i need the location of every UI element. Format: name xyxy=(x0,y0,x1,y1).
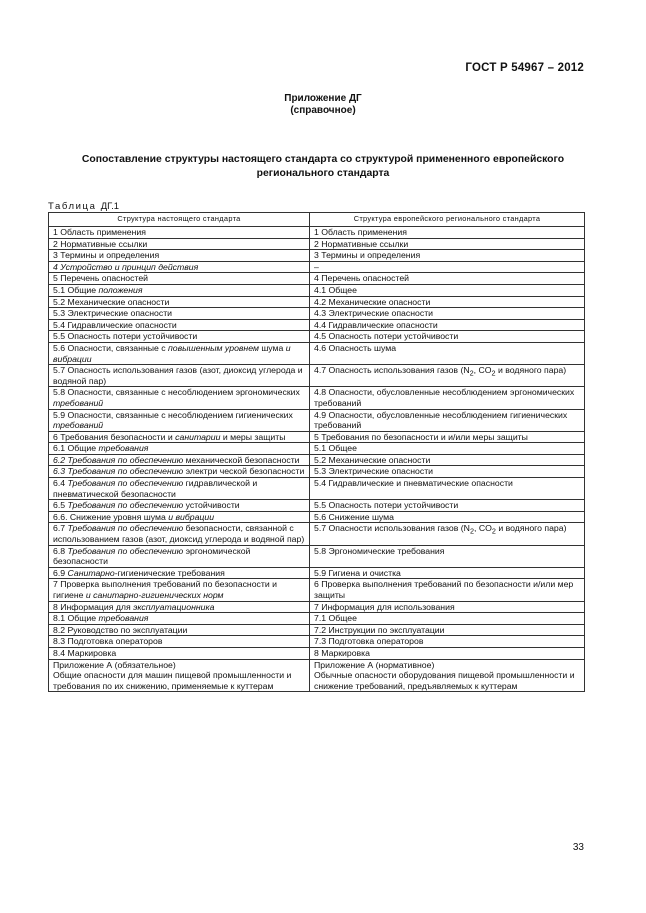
table-row xyxy=(49,454,585,466)
cell-european-standard: 5.6 Снижение шума xyxy=(310,511,585,523)
table-row xyxy=(49,365,585,387)
cell-this-standard: 2 Нормативные ссылки xyxy=(49,238,310,250)
appendix-subtitle: (справочное) xyxy=(290,105,356,116)
cell-this-standard: 6.1 Общие требования xyxy=(49,443,310,455)
cell-this-standard: 8.4 Маркировка xyxy=(49,647,310,659)
cell-european-standard: 4 Перечень опасностей xyxy=(310,273,585,285)
cell-european-standard: 5.5 Опасность потери устойчивости xyxy=(310,500,585,512)
table-label-word: Таблица xyxy=(48,201,97,212)
cell-european-standard: 4.9 Опасности, обусловленные несоблюдением гигиенических требований xyxy=(310,409,585,431)
main-title: Сопоставление структуры настоящего стандарта со структурой примененного европейского регионального стандарта xyxy=(81,154,565,179)
table-row xyxy=(49,624,585,636)
table-row xyxy=(49,579,585,601)
cell-this-standard: 7 Проверка выполнения требований по безопасности и гигиене и санитарно-гигиенических норм xyxy=(49,579,310,601)
cell-european-standard: 7.2 Инструкции по эксплуатации xyxy=(310,624,585,636)
cell-european-standard: 5.7 Опасности использования газов ($N_2$, $CO_2$ и водяного пара) xyxy=(310,523,585,545)
cell-european-standard: 4.4 Гидравлические опасности xyxy=(310,319,585,331)
table-row xyxy=(49,511,585,523)
cell-european-standard: 4.2 Механические опасности xyxy=(310,296,585,308)
cell-european-standard: 4.8 Опасности, обусловленные несоблюдением эргономических требований xyxy=(310,387,585,409)
cell-this-standard: 6.7 Требования по обеспечению безопасности, связанной с использованием газов (азот, диоксид углерода и водяной пар) xyxy=(49,523,310,545)
table-row xyxy=(49,250,585,262)
cell-this-standard: 5.5 Опасность потери устойчивости xyxy=(49,331,310,343)
table-row xyxy=(49,296,585,308)
table-row xyxy=(49,261,585,273)
table-row xyxy=(49,443,585,455)
cell-this-standard: 6.4 Требования по обеспечению гидравлической и пневматической безопасности xyxy=(49,478,310,500)
cell-european-standard: 4.6 Опасность шума xyxy=(310,342,585,364)
appendix-heading xyxy=(0,93,646,117)
page-number: 33 xyxy=(572,842,584,853)
cell-european-standard: 8 Маркировка xyxy=(310,647,585,659)
cell-european-standard: 7.1 Общее xyxy=(310,613,585,625)
table-row xyxy=(49,342,585,364)
table-label xyxy=(48,201,119,212)
cell-this-standard: 5.4 Гидравлические опасности xyxy=(49,319,310,331)
cell-this-standard: 8.3 Подготовка операторов xyxy=(49,636,310,648)
cell-european-standard: 5.1 Общее xyxy=(310,443,585,455)
cell-this-standard: 4 Устройство и принцип действия xyxy=(49,261,310,273)
cell-this-standard: 5.7 Опасность использования газов (азот, диоксид углерода и водяной пар) xyxy=(49,365,310,387)
cell-this-standard: 5.6 Опасности, связанные с повышенным уровнем шума и вибрации xyxy=(49,342,310,364)
table-row xyxy=(49,227,585,239)
table-row xyxy=(49,613,585,625)
table-label-number: ДГ.1 xyxy=(100,201,120,212)
table-row xyxy=(49,567,585,579)
cell-european-standard: 6 Проверка выполнения требований по безопасности и/или мер защиты xyxy=(310,579,585,601)
table-header-row xyxy=(49,213,585,227)
table-row xyxy=(49,478,585,500)
cell-european-standard: 7.3 Подготовка операторов xyxy=(310,636,585,648)
cell-european-standard: 4.1 Общее xyxy=(310,284,585,296)
table-row xyxy=(49,238,585,250)
cell-this-standard: 8.1 Общие требования xyxy=(49,613,310,625)
cell-european-standard: 2 Нормативные ссылки xyxy=(310,238,585,250)
header-this-standard: Структура настоящего стандарта xyxy=(49,213,310,227)
table-row xyxy=(49,500,585,512)
cell-this-standard: 6.8 Требования по обеспечению эргономической безопасности xyxy=(49,545,310,567)
standard-code: ГОСТ Р 54967 – 2012 xyxy=(465,62,584,74)
cell-this-standard: 6.5 Требования по обеспечению устойчивости xyxy=(49,500,310,512)
table-row xyxy=(49,331,585,343)
table-body xyxy=(49,227,585,692)
table-row xyxy=(49,284,585,296)
cell-european-standard: 5.3 Электрические опасности xyxy=(310,466,585,478)
cell-this-standard: 5 Перечень опасностей xyxy=(49,273,310,285)
table-row xyxy=(49,647,585,659)
cell-european-standard: 3 Термины и определения xyxy=(310,250,585,262)
cell-european-standard: 4.5 Опасность потери устойчивости xyxy=(310,331,585,343)
cell-european-standard: 5.4 Гидравлические и пневматические опасности xyxy=(310,478,585,500)
appendix-title: Приложение ДГ xyxy=(284,93,362,104)
cell-european-standard: 5.2 Механические опасности xyxy=(310,454,585,466)
cell-european-standard: 5 Требования по безопасности и и/или меры защиты xyxy=(310,431,585,443)
table-row xyxy=(49,466,585,478)
cell-this-standard: 6.9 Санитарно-гигиенические требования xyxy=(49,567,310,579)
table-row xyxy=(49,273,585,285)
cell-european-standard: 4.7 Опасность использования газов ($N_2$, $CO_2$ и водяного пара) xyxy=(310,365,585,387)
cell-this-standard: 8 Информация для эксплуатационника xyxy=(49,601,310,613)
cell-this-standard: 5.3 Электрические опасности xyxy=(49,308,310,320)
table-row xyxy=(49,308,585,320)
cell-european-standard: 5.9 Гигиена и очистка xyxy=(310,567,585,579)
cell-european-standard: Приложение А (нормативное) Обычные опасности оборудования пищевой промышленности и снижение требований, предъявляемых к куттерам xyxy=(310,659,585,692)
cell-this-standard: 5.9 Опасности, связанные с несоблюдением гигиенических требований xyxy=(49,409,310,431)
table-row xyxy=(49,545,585,567)
cell-european-standard: 5.8 Эргономические требования xyxy=(310,545,585,567)
cell-this-standard: 6.3 Требования по обеспечению электри ческой безопасности xyxy=(49,466,310,478)
table-row xyxy=(49,636,585,648)
cell-this-standard: 8.2 Руководство по эксплуатации xyxy=(49,624,310,636)
cell-european-standard: – xyxy=(310,261,585,273)
table-row xyxy=(49,431,585,443)
cell-this-standard: 6.6. Снижение уровня шума и вибрации xyxy=(49,511,310,523)
header-european-standard: Структура европейского регионального стандарта xyxy=(310,213,585,227)
table-row xyxy=(49,387,585,409)
cell-this-standard: 1 Область применения xyxy=(49,227,310,239)
cell-this-standard: Приложение А (обязательное) Общие опасности для машин пищевой промышленности и требования по их снижению, применяемые к куттерам xyxy=(49,659,310,692)
cell-this-standard: 6 Требования безопасности и санитарии и меры защиты xyxy=(49,431,310,443)
cell-this-standard: 6.2 Требования по обеспечению механической безопасности xyxy=(49,454,310,466)
cell-european-standard: 1 Область применения xyxy=(310,227,585,239)
cell-this-standard: 5.8 Опасности, связанные с несоблюдением эргономических требований xyxy=(49,387,310,409)
table-row xyxy=(49,523,585,545)
table-row xyxy=(49,409,585,431)
comparison-table xyxy=(48,212,585,692)
cell-european-standard: 4.3 Электрические опасности xyxy=(310,308,585,320)
table-row xyxy=(49,319,585,331)
cell-this-standard: 3 Термины и определения xyxy=(49,250,310,262)
cell-this-standard: 5.2 Механические опасности xyxy=(49,296,310,308)
table-row xyxy=(49,659,585,692)
table-row xyxy=(49,601,585,613)
cell-european-standard: 7 Информация для использования xyxy=(310,601,585,613)
cell-this-standard: 5.1 Общие положения xyxy=(49,284,310,296)
